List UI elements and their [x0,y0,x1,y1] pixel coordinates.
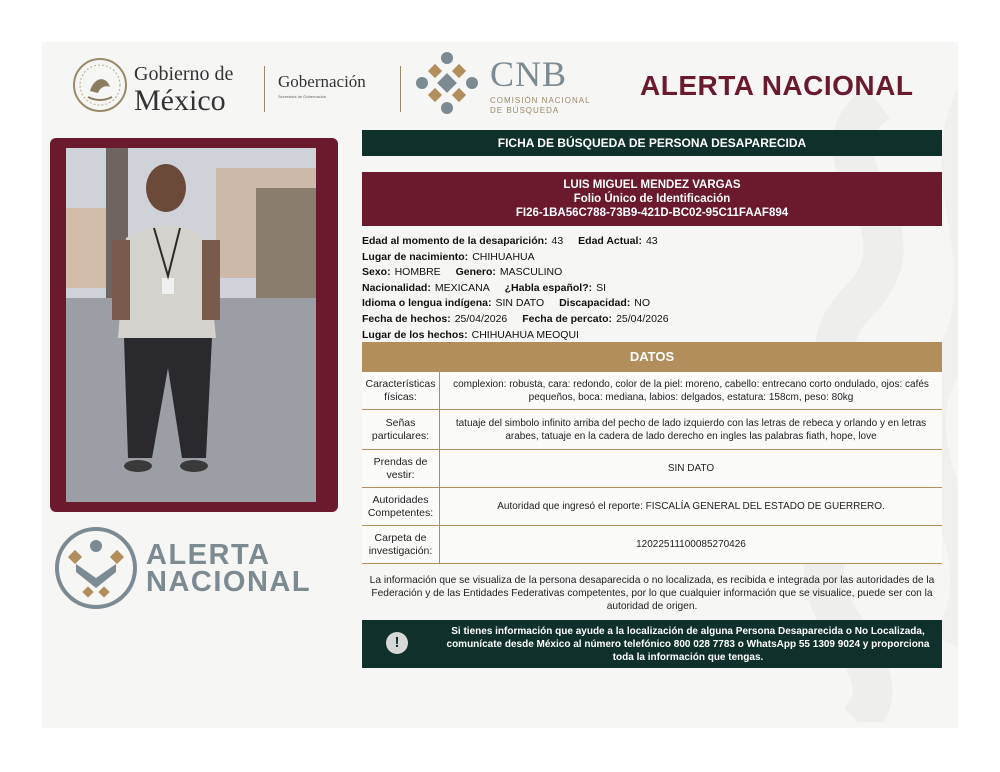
alert-icon: ! [386,632,408,654]
info-value: NO [634,297,651,310]
alerta-nacional-title: ALERTA NACIONAL [640,70,914,101]
info-label: Idioma o lengua indígena: [362,297,492,310]
ficha-title-bar: FICHA DE BÚSQUEDA DE PERSONA DESAPARECIDA [362,130,942,156]
disclaimer-text: La información que se visualiza de la persona desaparecida o no localizada, es recibida e integrada por las autoridades de la Federación y de las Entidades Federativas competentes, por lo que cualquier información que se visualice, puede ser con la autoridad de origen. [369,575,935,612]
datos-header: DATOS [362,342,942,372]
alert-card [42,42,958,728]
cnb-wordmark [490,56,600,116]
row-value: 12022511100085270426 [636,539,746,550]
person-photo [66,148,316,502]
row-value: complexion: robusta, cara: redondo, color de la piel: moreno, cabello: entrecano corto ondulado, ojos: cafés pequeños, boca: mediana, labios: delgados, estatura: 158cm, peso: 80kg [453,378,929,403]
info-value: MEXICANA [434,281,490,294]
table-row [362,526,942,564]
info-label: ¿Habla español?: [504,281,593,294]
info-label: Discapacidad: [559,297,631,310]
cnb-title: CNB [490,54,568,94]
info-row [362,312,942,328]
header-divider [400,66,401,112]
row-label: Características físicas: [362,372,440,409]
gobernacion-logo [278,72,366,99]
cnb-subtitle: COMISIÓN NACIONAL DE BÚSQUEDA [490,96,591,115]
escudo-nacional-icon [72,57,128,113]
info-value: 25/04/2026 [616,312,669,325]
info-value: 25/04/2026 [454,312,508,325]
info-row [362,265,942,281]
info-value: 43 [551,235,564,247]
info-label: Fecha de percato: [522,312,613,325]
table-row [362,372,942,410]
gobernacion-text: Gobernación [278,72,366,91]
info-label: Sexo: [362,266,391,279]
info-label: Edad al momento de la desaparición: [362,235,548,247]
alerta-nacional-wordmark [146,539,312,598]
info-label: Lugar de los hechos: [362,328,468,341]
table-row [362,410,942,450]
row-value: Autoridad que ingresó el reporte: FISCALÍA GENERAL DEL ESTADO DE GUERRERO. [497,501,885,512]
info-value: SI [596,281,607,294]
info-label: Genero: [455,266,496,279]
info-value: MASCULINO [499,266,563,279]
table-row [362,488,942,526]
info-value: CHIHUAHUA MEOQUI [471,328,579,341]
info-label: Edad Actual: [578,235,642,247]
info-value: 43 [645,235,658,247]
person-info [362,234,942,343]
row-label: Carpeta de investigación: [362,526,440,563]
folio-label: Folio Único de Identificación [573,193,731,205]
row-label: Autoridades Competentes: [362,488,440,525]
gobierno-line1: Gobierno de [134,63,234,85]
info-value: SIN DATO [495,297,545,310]
info-value: HOMBRE [394,266,441,279]
gobierno-line2: México [134,84,226,117]
row-value: tatuaje del simbolo infinito arriba del pecho de lado izquierdo con las letras de rebeca y orlando y en letras arabes, tatuaje en la cadera de lado derecho en ingles las palabras fiath, hope, love [455,417,927,442]
cnb-logo-icon [412,48,482,118]
gobernacion-subtext: Secretaría de Gobernación [278,94,327,99]
info-label: Nacionalidad: [362,281,431,294]
folio-value: FI26-1BA56C788-73B9-421D-BC02-95C11FAAF894 [515,207,789,219]
info-row [362,234,942,250]
gobierno-de-mexico-logo [134,64,233,116]
table-row [362,450,942,488]
contact-text: Si tienes información que ayude a la localización de alguna Persona Desaparecida o No Localizada, comunícate desde México al número telefónico 800 028 7783 o WhatsApp 55 1309 9024 y proporciona toda la información que tengas. [446,626,930,663]
info-label: Fecha de hechos: [362,312,451,325]
person-name: LUIS MIGUEL MENDEZ VARGAS [563,179,741,191]
row-value: SIN DATO [667,463,715,474]
info-row [362,328,942,344]
row-label: Señas particulares: [362,410,440,449]
person-identity-box [362,172,942,226]
info-label: Lugar de nacimiento: [362,250,469,263]
nacional-word: NACIONAL [146,566,312,598]
alerta-nacional-logo-icon [54,526,138,610]
datos-table [362,372,942,564]
header-divider [264,66,265,112]
info-row [362,281,942,297]
info-row [362,250,942,266]
info-row [362,296,942,312]
alerta-word: ALERTA [146,539,271,571]
row-label: Prendas de vestir: [362,450,440,487]
contact-bar [362,620,942,668]
info-value: CHIHUAHUA [472,250,535,263]
